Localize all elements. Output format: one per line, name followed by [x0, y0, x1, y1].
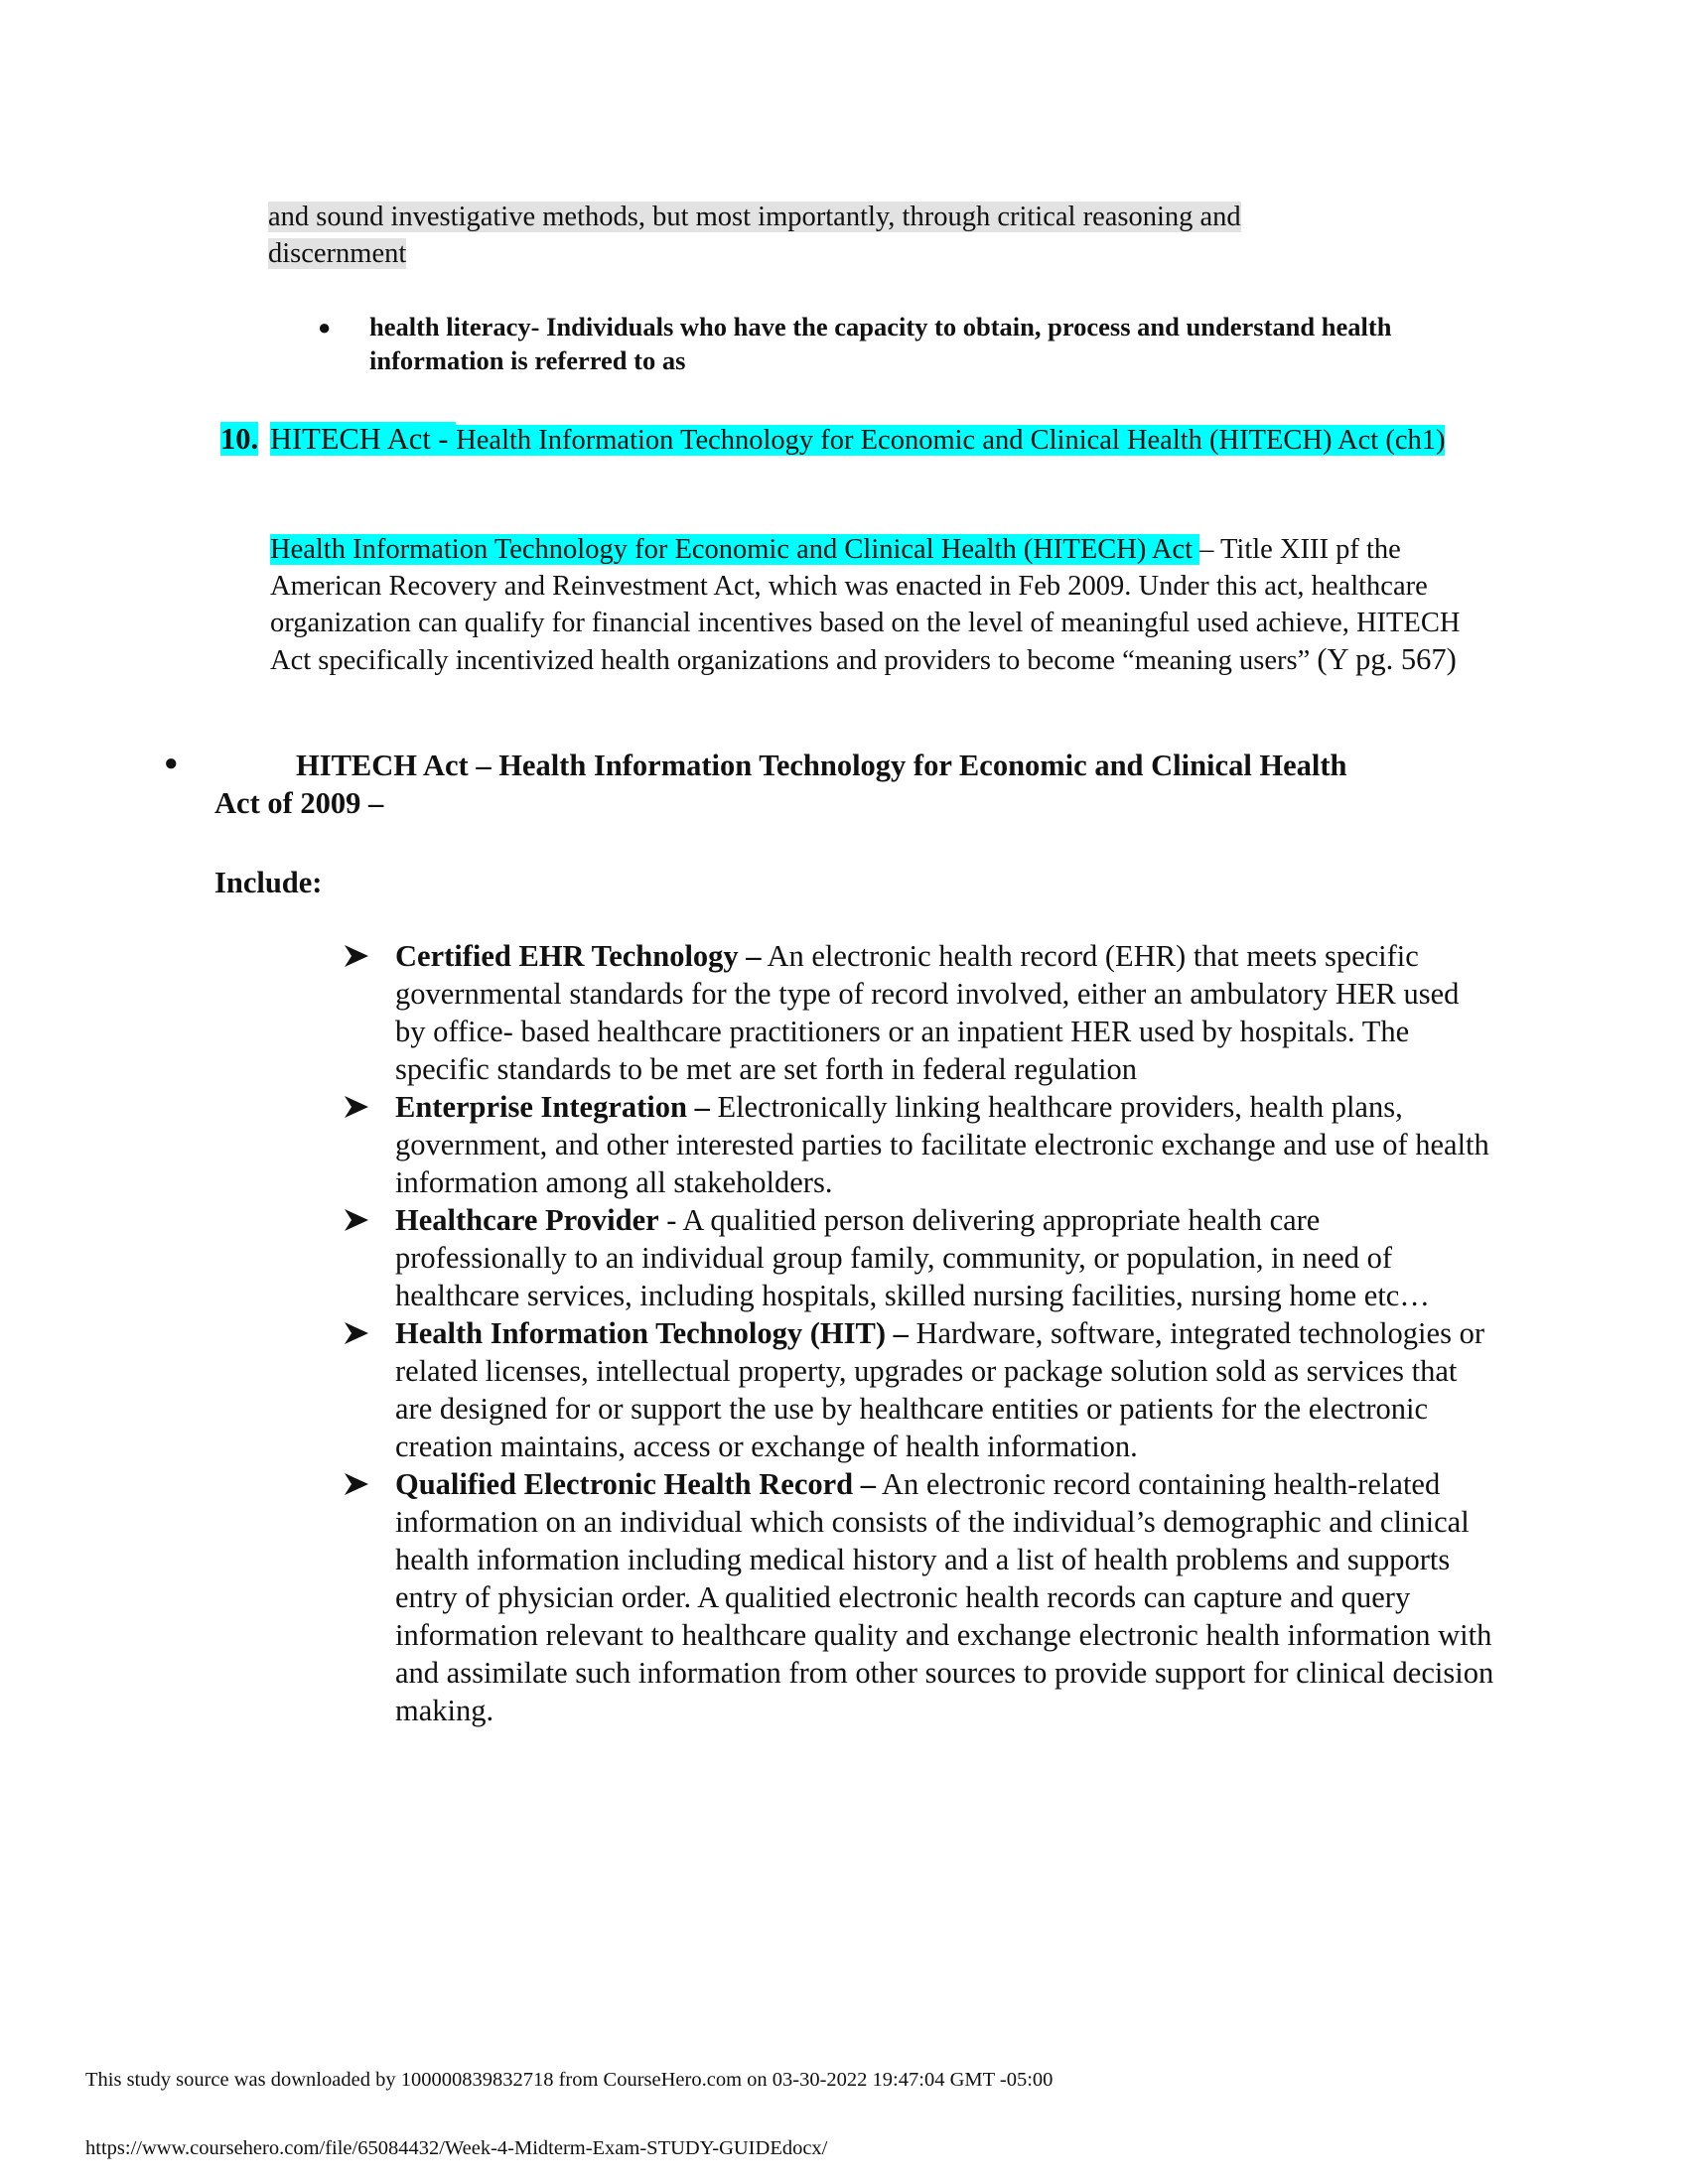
definition-term: Health Information Technology (HIT) –: [395, 1316, 909, 1350]
definition-text: Hardware, software, integrated technologies or related licenses, intellectual property, upgrades or package solution sold as services that are designed for or support the use by healthcare entities or patients for the electronic creation maintains, access or exchange of health information.: [395, 1316, 1484, 1463]
include-label: Include:: [214, 866, 323, 899]
intro-paragraph: [268, 199, 1440, 272]
definition-text: - A qualitied person delivering appropriate health care professionally to an individual group family, community, or population, in need of healthcare services, including hospitals, skilled nursing facilities, nursing home etc…: [395, 1203, 1430, 1312]
definition-term: Qualified Electronic Health Record –: [395, 1467, 876, 1501]
section-heading-label: HITECH Act -: [270, 422, 457, 456]
bullet-icon: ●: [164, 751, 179, 776]
arrow-bullet-icon: [344, 1472, 369, 1496]
act-title-line-1: HITECH Act – Health Information Technology for Economic and Clinical Health: [296, 749, 1347, 782]
source-url[interactable]: https://www.coursehero.com/file/65084432/Week-4-Midterm-Exam-STUDY-GUIDEdocx/: [85, 2137, 828, 2159]
act-title-line-2: Act of 2009 –: [214, 786, 384, 820]
bullet-icon: ●: [318, 315, 332, 340]
definition-text: An electronic health record (EHR) that meets specific governmental standards for the type of record involved, either an ambulatory HER used by office- based healthcare practitioners or an inpatient HER used by hospitals. The specific standards to be met are set forth in federal regulation: [395, 939, 1460, 1086]
definitions-list: [344, 937, 1495, 1729]
list-item: [344, 937, 1495, 1088]
definition-text: An electronic record containing health-related information on an individual which consists of the individual’s demographic and clinical health information including medical history and a list of health problems and supports entry of physician order. A qualitied electronic health records can capture and query information relevant to healthcare quality and exchange electronic health information with and assimilate such information from other sources to provide support for clinical decision making.: [395, 1467, 1494, 1727]
list-item: [344, 1201, 1495, 1314]
definition-text: Electronically linking healthcare providers, health plans, government, and other interested parties to facilitate electronic exchange and use of health information among all stakeholders.: [395, 1090, 1489, 1199]
section-heading-detail: Health Information Technology for Economic and Clinical Health (HITECH) Act (ch1): [456, 425, 1446, 456]
intro-line-2: discernment: [268, 238, 407, 269]
intro-line-1: and sound investigative methods, but most importantly, through critical reasoning and: [268, 202, 1241, 232]
section-heading: [270, 420, 1462, 459]
hitech-definition: [270, 531, 1481, 679]
section-number: 10.: [220, 422, 259, 456]
list-item: [344, 1088, 1495, 1201]
hitech-definition-body: – Title XIII pf the American Recovery and Reinvestment Act, which was enacted in Feb 2009. Under this act, healthcare organization can qualify for financial incentives based on the level of meaningful used achieve, HITECH Act specifically incentivized health organizations and providers to become “meaning users”: [270, 534, 1461, 676]
arrow-bullet-icon: [344, 1095, 369, 1119]
hitech-definition-ref: (Y pg. 567): [1317, 642, 1457, 676]
hitech-definition-term: Health Information Technology for Economic and Clinical Health (HITECH) Act: [270, 534, 1200, 565]
list-item: [344, 1465, 1495, 1729]
health-literacy-item: health literacy- Individuals who have the capacity to obtain, process and understand health information is referred to as: [369, 312, 1392, 375]
arrow-bullet-icon: [344, 1321, 369, 1345]
definition-term: Healthcare Provider: [395, 1203, 659, 1237]
arrow-bullet-icon: [344, 1208, 369, 1232]
arrow-bullet-icon: [344, 944, 369, 968]
download-note: This study source was downloaded by 100000839832718 from CourseHero.com on 03-30-2022 19:47:04 GMT -05:00: [85, 2069, 1054, 2091]
definition-term: Enterprise Integration –: [395, 1090, 710, 1124]
definition-term: Certified EHR Technology –: [395, 939, 762, 973]
list-item: [344, 1314, 1495, 1465]
act-title: [214, 747, 1495, 822]
